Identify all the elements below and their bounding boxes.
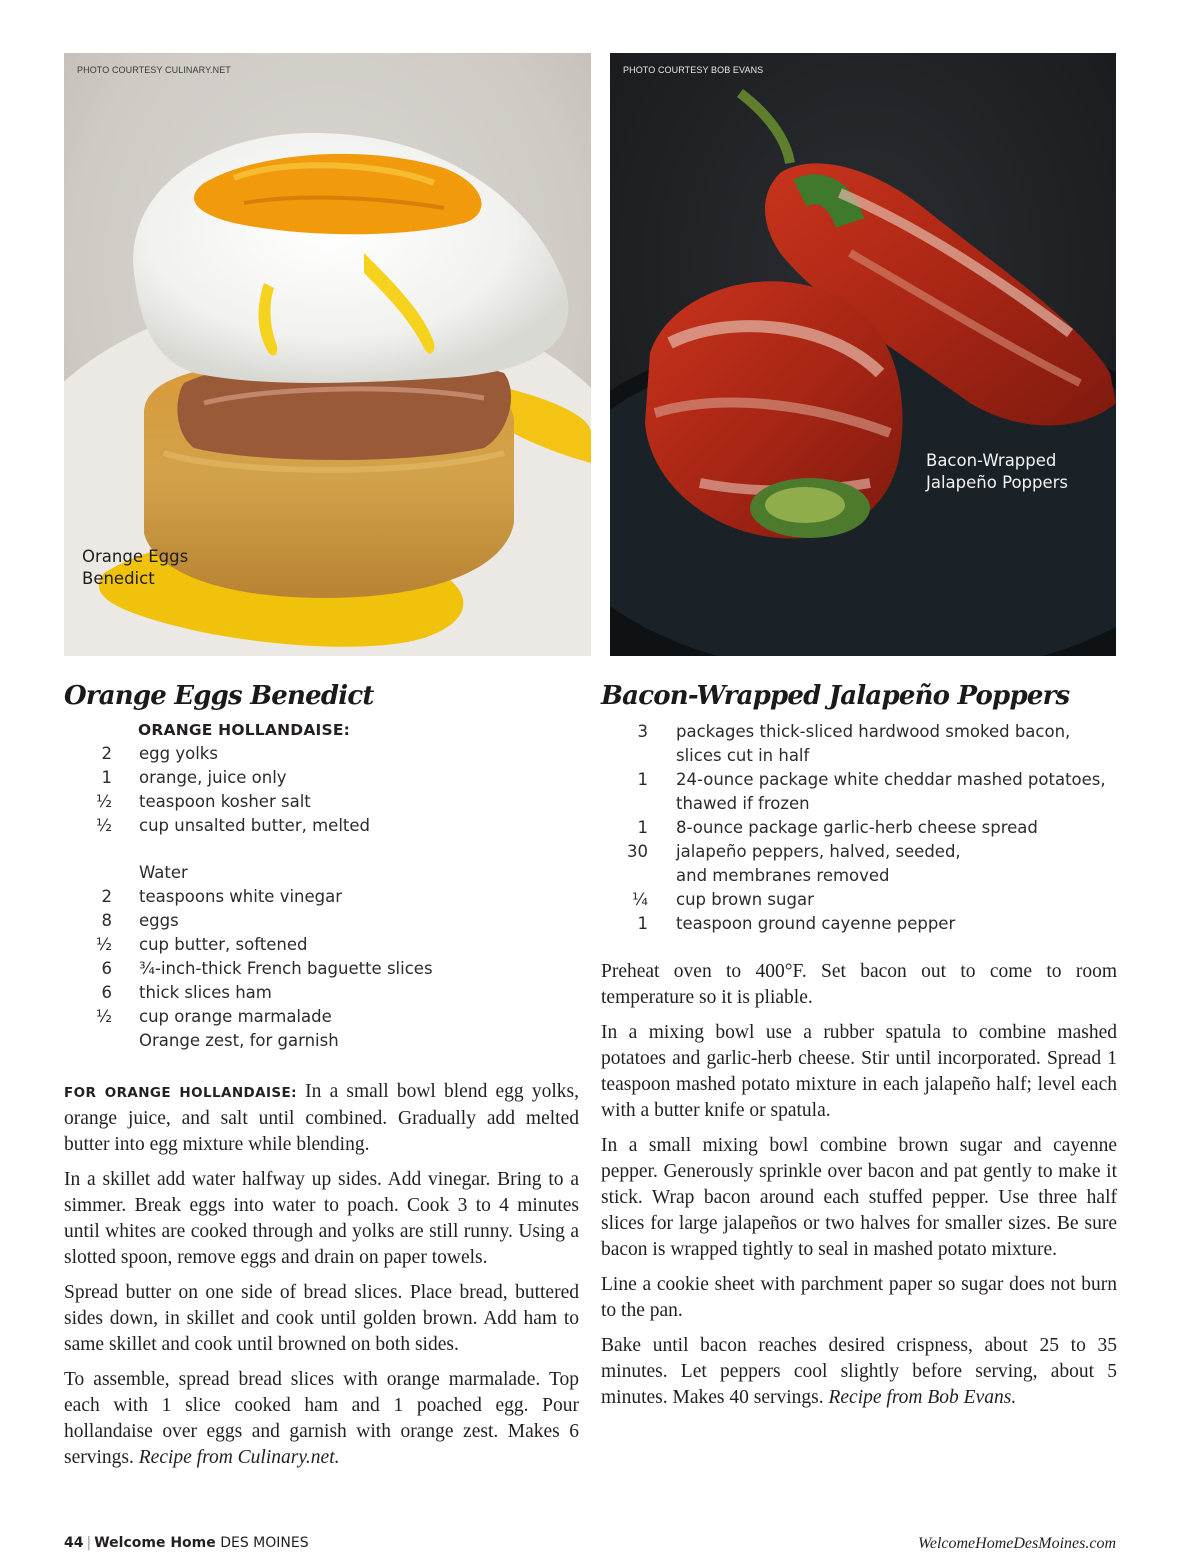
ingredient-text: cup butter, softened	[139, 935, 308, 954]
page-footer	[64, 1535, 309, 1551]
ingredient-item	[64, 981, 579, 1005]
ingredient-item	[601, 816, 1117, 840]
ingredient-text: 8-ounce package garlic-herb cheese spread	[676, 818, 1038, 837]
method-paragraph: Bake until bacon reaches desired crispness, about 25 to 35 minutes. Let peppers cool slightly before serving, about 5 minutes. Makes 40 servings. Recipe from Bob Evans.	[601, 1335, 1117, 1408]
ingredient-text: Orange zest, for garnish	[139, 1031, 339, 1050]
method-paragraph: In a small mixing bowl combine brown sugar and cayenne pepper. Generously sprinkle over bacon and pat gently to make it stick. Wrap bacon around each stuffed pepper. Use three half slices for large jalapeños or two halves for smaller sizes. Be sure bacon is wrapped tightly to seal in mashed potato mixture.	[601, 1135, 1117, 1260]
ingredient-text: eggs	[139, 911, 179, 930]
photo-credit: PHOTO COURTESY CULINARY.NET	[77, 65, 231, 75]
ingredient-item	[64, 742, 579, 766]
ingredient-text: orange, juice only	[139, 768, 287, 787]
method-paragraph: In a mixing bowl use a rubber spatula to combine mashed potatoes and garlic-herb cheese. Stir until incorporated. Spread 1 teaspoon mashed potato mixture in each jalapeño half; level each with a butter knife or spatula.	[601, 1022, 1117, 1121]
publication-city: DES MOINES	[220, 1535, 309, 1551]
ingredient-item	[64, 1029, 579, 1053]
ingredient-item	[64, 909, 579, 933]
ingredient-item	[64, 885, 579, 909]
method-paragraph: FOR ORANGE HOLLANDAISE: In a small bowl blend egg yolks, orange juice, and salt until combined. Gradually add melted butter into egg mixture while blending.	[64, 1081, 579, 1155]
ingredient-qty: 1	[637, 818, 648, 837]
ingredient-text: 24-ounce package white cheddar mashed potatoes, thawed if frozen	[676, 770, 1106, 813]
ingredient-item	[64, 933, 579, 957]
ingredient-qty: 2	[101, 887, 112, 906]
ingredient-qty: ¼	[632, 890, 648, 909]
ingredient-qty: ½	[96, 935, 112, 954]
ingredient-text: ¾-inch-thick French baguette slices	[139, 959, 433, 978]
footer-separator: |	[86, 1535, 92, 1551]
publication-name: Welcome Home	[94, 1535, 216, 1551]
ingredient-text: teaspoon kosher salt	[139, 792, 311, 811]
ingredient-qty: 2	[101, 744, 112, 763]
ingredient-qty	[64, 861, 112, 885]
ingredient-qty: ½	[96, 816, 112, 835]
recipe-source: Recipe from Bob Evans.	[828, 1387, 1017, 1408]
photo-credit: PHOTO COURTESY BOB EVANS	[623, 65, 764, 75]
ingredient-item	[601, 720, 1117, 768]
method-lead: FOR ORANGE HOLLANDAISE:	[64, 1085, 297, 1101]
ingredient-text: egg yolks	[139, 744, 218, 763]
method-paragraph: Preheat oven to 400°F. Set bacon out to come to room temperature so it is pliable.	[601, 961, 1117, 1008]
jalapeno-poppers-image	[610, 53, 1116, 656]
ingredient-item	[64, 814, 579, 838]
website-link[interactable]: WelcomeHomeDesMoines.com	[917, 1535, 1116, 1552]
photo-jalapeno-poppers	[610, 53, 1116, 656]
ingredient-qty: 1	[101, 768, 112, 787]
ingredient-item	[64, 957, 579, 981]
ingredient-item	[64, 861, 579, 885]
ingredient-item	[64, 1005, 579, 1029]
method-paragraph: In a skillet add water halfway up sides. Add vinegar. Bring to a simmer. Break eggs into water to poach. Cook 3 to 4 minutes until whites are cooked through and yolks are still runny. Using a slotted spoon, remove eggs and drain on paper towels.	[64, 1169, 579, 1268]
method-text	[601, 959, 1117, 1411]
page-number: 44	[64, 1535, 84, 1551]
ingredient-item	[601, 888, 1117, 912]
ingredient-item	[64, 790, 579, 814]
ingredient-qty: 6	[101, 983, 112, 1002]
recipe-source: Recipe from Culinary.net.	[138, 1447, 340, 1468]
method-paragraph: Line a cookie sheet with parchment paper so sugar does not burn to the pan.	[601, 1274, 1117, 1321]
ingredient-list	[64, 742, 579, 1053]
photo-caption: Orange Eggs Benedict	[82, 547, 189, 588]
method-paragraph: Spread butter on one side of bread slices. Place bread, buttered sides down, in skillet and cook until golden brown. Add ham to same skillet and cook until browned on both sides.	[64, 1282, 579, 1355]
ingredient-text: cup brown sugar	[676, 890, 814, 909]
ingredient-item	[64, 766, 579, 790]
ingredient-text: packages thick-sliced hardwood smoked bacon, slices cut in half	[676, 722, 1071, 765]
photo-caption: Bacon-Wrapped Jalapeño Poppers	[926, 451, 1069, 492]
ingredient-text: cup unsalted butter, melted	[139, 816, 370, 835]
ingredient-qty: 30	[627, 842, 648, 861]
recipe-title: Bacon-Wrapped Jalapeño Poppers	[601, 681, 1070, 711]
ingredient-text: teaspoon ground cayenne pepper	[676, 914, 956, 933]
recipe-title: Orange Eggs Benedict	[64, 681, 374, 711]
recipe-bacon-wrapped-jalapeno-poppers	[601, 676, 1117, 1420]
ingredient-text: cup orange marmalade	[139, 1007, 332, 1026]
ingredients-subhead: ORANGE HOLLANDAISE:	[138, 721, 351, 739]
ingredient-list	[601, 720, 1117, 936]
ingredient-qty: 6	[101, 959, 112, 978]
ingredient-qty: 3	[637, 722, 648, 741]
ingredient-text: Water	[139, 863, 188, 882]
ingredient-text: jalapeño peppers, halved, seeded, and membranes removed	[676, 842, 961, 885]
ingredient-qty: ½	[96, 1007, 112, 1026]
ingredient-qty: 1	[637, 770, 648, 789]
recipe-orange-eggs-benedict	[64, 676, 579, 1480]
method-text	[64, 1079, 579, 1471]
ingredient-item	[601, 840, 1117, 888]
method-paragraph: To assemble, spread bread slices with orange marmalade. Top each with 1 slice cooked ham and 1 poached egg. Pour hollandaise over eggs and garnish with orange zest. Makes 6 servings. Recipe from Culinary.net.	[64, 1369, 579, 1468]
ingredient-text: teaspoons white vinegar	[139, 887, 343, 906]
ingredient-item	[601, 768, 1117, 816]
ingredient-qty	[64, 1029, 112, 1053]
ingredient-item	[601, 912, 1117, 936]
ingredient-text: thick slices ham	[139, 983, 272, 1002]
ingredient-qty: ½	[96, 792, 112, 811]
ingredient-qty: 1	[637, 914, 648, 933]
photo-orange-eggs-benedict	[64, 53, 591, 656]
ingredient-qty: 8	[101, 911, 112, 930]
